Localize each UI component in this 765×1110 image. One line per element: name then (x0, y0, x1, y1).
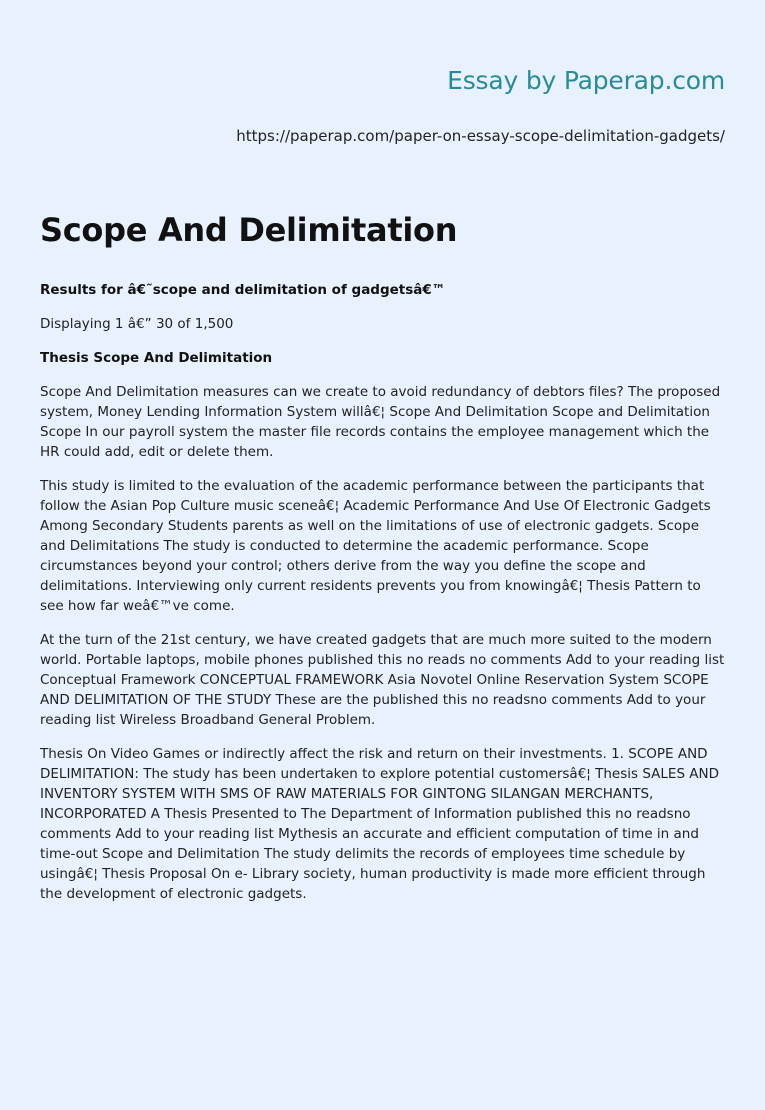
results-heading: Results for â€˜scope and delimitation of gadgetsâ€™ (40, 282, 446, 298)
paragraph-3: At the turn of the 21st century, we have created gadgets that are much more suited to the modern world. Portable laptops, mobile phones published this no reads no comments Add to your reading list Conceptual Framework CONCEPTUAL FRAMEWORK Asia Novotel Online Reservation System SCOPE AND DELIMITATION OF THE STUDY These are the published this no readsno comments Add to your reading list Wireless Broadband General Problem. (40, 632, 725, 728)
paragraph-4: Thesis On Video Games or indirectly affect the risk and return on their investments. 1. SCOPE AND DELIMITATION: The study has been undertaken to explore potential customersâ€¦ Thesis SALES AND INVENTORY SYSTEM WITH SMS OF RAW MATERIALS FOR GINTONG SILANGAN MERCHANTS, INCORPORATED A Thesis Presented to The Department of Information published this no readsno comments Add to your reading list Mythesis an accurate and efficient computation of time in and time-out Scope and Delimitation The study delimits the records of employees time schedule by usingâ€¦ Thesis Proposal On e- Library society, human productivity is made more efficient through the development of electronic gadgets. (40, 746, 720, 902)
article-body (40, 208, 728, 904)
paragraph-1: Scope And Delimitation measures can we create to avoid redundancy of debtors files? The proposed system, Money Lending Information System willâ€¦ Scope And Delimitation Scope and Delimitation Scope In our payroll system the master file records contains the employee management which the HR could add, edit or delete them. (40, 384, 721, 460)
source-url: https://paperap.com/paper-on-essay-scope-delimitation-gadgets/ (236, 127, 725, 145)
results-count: Displaying 1 â€” 30 of 1,500 (40, 316, 234, 332)
section-subheading: Thesis Scope And Delimitation (40, 350, 273, 366)
site-brand-link[interactable]: Essay by Paperap.com (447, 66, 725, 95)
paragraph-2: This study is limited to the evaluation of the academic performance between the participants that follow the Asian Pop Culture music sceneâ€¦ Academic Performance And Use Of Electronic Gadgets Among Secondary Students parents as well on the limitations of use of electronic gadgets. Scope and Delimitations The study is conducted to determine the academic performance. Scope circumstances beyond your control; others derive from the way you define the scope and delimitations. Interviewing only current residents prevents you from knowingâ€¦ Thesis Pattern to see how far weâ€™ve come. (40, 478, 711, 614)
page-title: Scope And Delimitation (40, 211, 458, 249)
